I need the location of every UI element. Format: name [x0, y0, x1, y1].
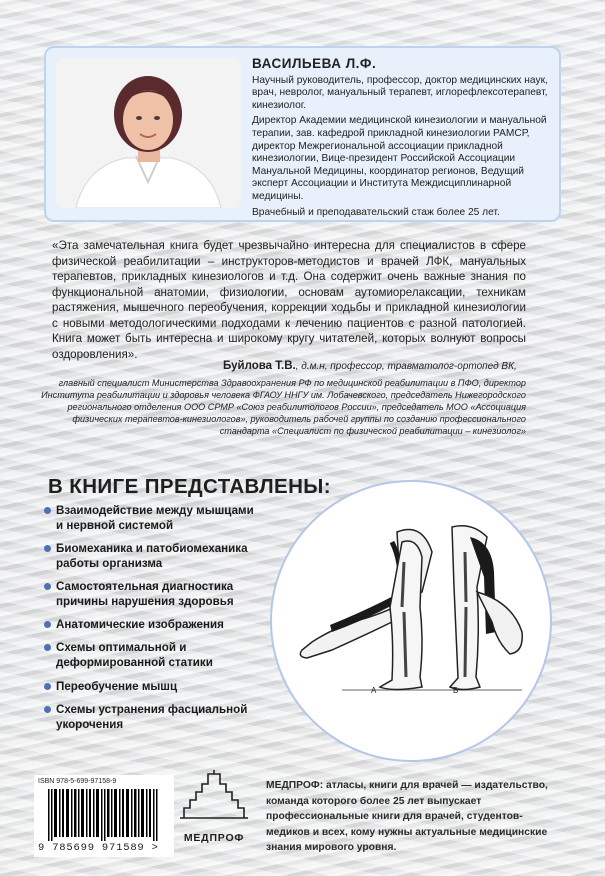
publisher-logo-text: МЕДПРОФ: [183, 832, 245, 844]
author-bio-line-2: Директор Академии медицинской кинезиологии и мануальной терапии, зав. кафедрой прикладной кинезиологии РАМСР, директор Межрегиональной ассоциации прикладной кинезиологии, Вице-президент Российской Ассоциации Мануальной Медицины, координатор регионов, Ведущий эксперт Ассоциации и Института Междисциплинарной медицины.: [252, 115, 547, 202]
reviewer-name: Буйлова Т.В.: [223, 360, 296, 372]
features-list: [44, 503, 264, 741]
author-bio-line-1: Научный руководитель, профессор, доктор медицинских наук, врач, невролог, мануальный терапевт, иглорефлексотерапевт, кинезиолог.: [252, 74, 548, 111]
review-quote: «Эта замечательная книга будет чрезвычайно интересна для специалистов в сфере физической реабилитации – инструкторов-методистов и врачей ЛФК, мануальных терапевтов, прикладных кинезиологов и т.д. Она содержит очень важные знания по функциональной анатомии, физиологии, основам аутомиорелаксации, техникам растяжения, мышечного переобучения, коррекции ходьбы и прикладной кинезиологии с новыми методологическими подходами к лечению пациентов с разной патологией. Книга может быть интересна и широкому кругу читателей, которых волнуют вопросы оздоровления».: [52, 239, 526, 361]
figure-label-a: А: [371, 686, 377, 695]
feature-item: Схемы оптимальной и деформированной статики: [44, 640, 264, 670]
features-heading: В КНИГЕ ПРЕДСТАВЛЕНЫ:: [48, 475, 332, 498]
publisher-logo: [174, 770, 254, 852]
reviewer-degree: , д.м.н, профессор, травматолог-ортопед ВК,: [295, 361, 517, 372]
barcode-box: [34, 775, 174, 857]
figure-label-b: Б: [453, 686, 459, 695]
medprof-logo-icon: [174, 770, 254, 830]
author-bio-line-3: Врачебный и преподавательский стаж более 25 лет.: [252, 206, 500, 218]
feature-item: Анатомические изображения: [44, 617, 264, 632]
leg-anatomy-drawing: [272, 482, 552, 762]
feature-item: Переобучение мышц: [44, 679, 264, 694]
feature-item: Самостоятельная диагностика причины нарушения здоровья: [44, 579, 264, 609]
feature-item: Взаимодействие между мышцами и нервной системой: [44, 503, 264, 533]
author-portrait-image: [56, 58, 241, 208]
barcode-number: 9 785699 971589 >: [38, 842, 159, 854]
reviewer-line: [223, 360, 517, 372]
author-bio: [252, 58, 549, 222]
author-photo: [56, 58, 241, 208]
barcode-icon: [48, 789, 160, 841]
feature-item: Биомеханика и патобиомеханика работы организма: [44, 541, 264, 571]
reviewer-details: главный специалист Министерства Здравоохранения РФ по медицинской реабилитации в ПФО, директор Института реабилитации и здоровья человека ФГАОУ ННГУ им. Лобачевского, председатель Нижегородского регионального отделения ООО СРМР «Союз реабилитологов России», председатель МОО «Ассоциация физических терапевтов-кинезиологов», руководитель рабочей группы по созданию профессионального стандарта «Специалист по физической реабилитации – кинезиолог»: [41, 378, 526, 436]
isbn-text: ISBN 978-5-699-97158-9: [38, 778, 117, 785]
feature-item: Схемы устранения фасциальной укорочения: [44, 702, 264, 732]
publisher-description: МЕДПРОФ: атласы, книги для врачей — издательство, команда которого более 25 лет выпускает профессиональные книги для врачей, студентов-медиков и всех, кому нужны актуальные медицинские знания мирового уровня.: [266, 780, 548, 853]
author-card: [44, 46, 561, 222]
anatomy-illustration: [270, 480, 552, 762]
author-name: ВАСИЛЬЕВА Л.Ф.: [252, 56, 377, 71]
